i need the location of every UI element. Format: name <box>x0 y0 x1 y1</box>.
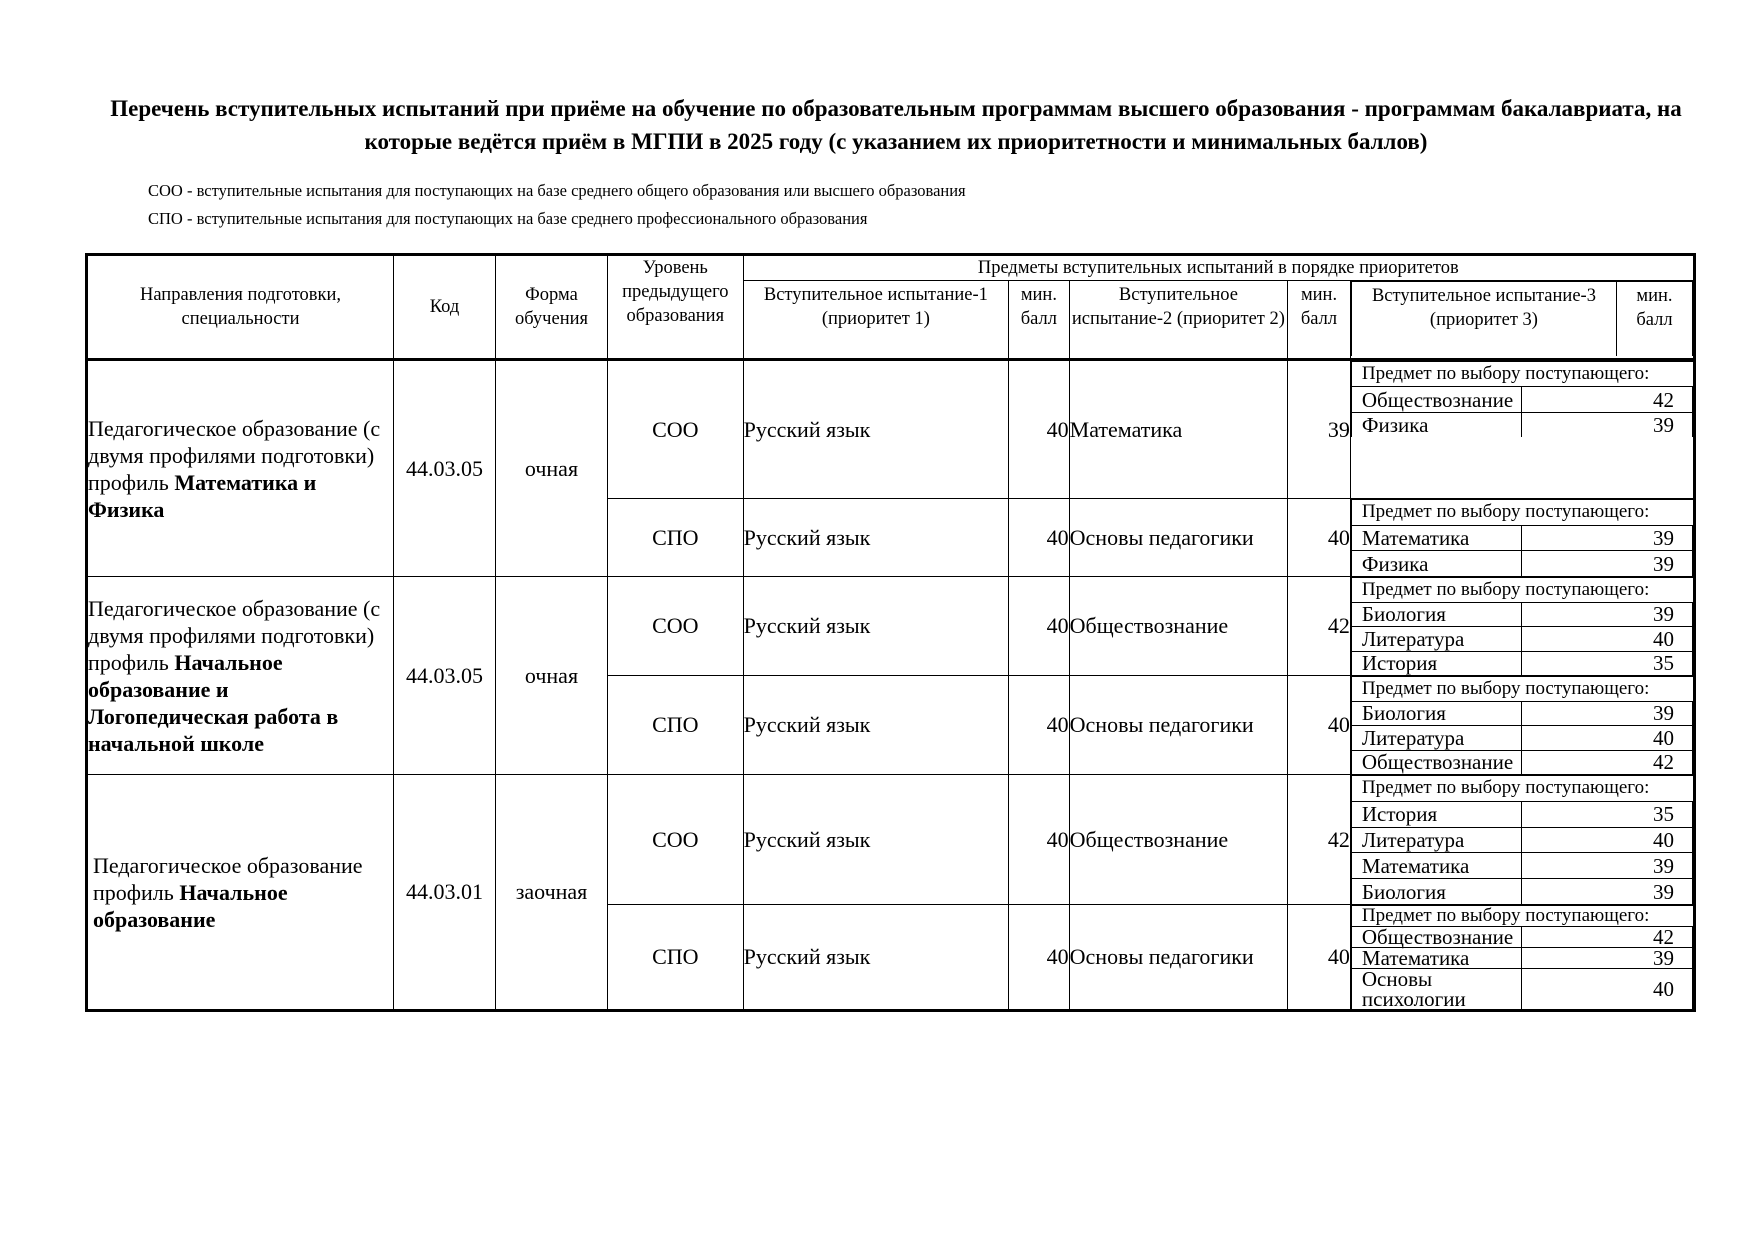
exam1-min-score: 40 <box>1009 905 1070 1011</box>
exam2-subject: Основы педагогики <box>1069 676 1288 775</box>
program-code: 44.03.05 <box>394 577 496 775</box>
choice-min-score: 39 <box>1522 853 1693 879</box>
choice-subject: Математика <box>1351 525 1522 551</box>
education-level: СОО <box>608 577 744 676</box>
choice-min-score: 40 <box>1522 969 1693 1010</box>
exam1-subject: Русский язык <box>743 676 1009 775</box>
program-name-regular: Педагогическое образование (с двумя профилями подготовки) профиль <box>88 415 381 495</box>
exam1-min-score: 40 <box>1009 499 1070 577</box>
choice-subject: Математика <box>1351 948 1522 969</box>
choice-label: Предмет по выбору поступающего: <box>1351 578 1692 603</box>
choice-subject: Биология <box>1351 602 1522 627</box>
choice-subject: Основы психологии <box>1351 969 1522 1010</box>
exam1-min-score: 40 <box>1009 577 1070 676</box>
choice-label: Предмет по выбору поступающего: <box>1351 362 1692 387</box>
choice-min-score: 39 <box>1522 701 1693 726</box>
program-name-bold: Математика и Физика <box>88 469 317 522</box>
table-body <box>87 360 1695 1011</box>
choice-row <box>1351 879 1692 904</box>
education-level: СОО <box>608 775 744 905</box>
choice-subject: Биология <box>1351 701 1522 726</box>
exam1-subject: Русский язык <box>743 905 1009 1011</box>
study-form: заочная <box>495 775 607 1011</box>
exam2-min-score: 39 <box>1288 360 1351 499</box>
choice-min-score: 40 <box>1522 627 1693 652</box>
choice-row <box>1351 948 1692 969</box>
exam2-min-score: 40 <box>1288 905 1351 1011</box>
study-form: очная <box>495 360 607 577</box>
exam3-choices <box>1350 905 1694 1011</box>
program-name-regular: Педагогическое образование (с двумя профилями подготовки) профиль <box>88 595 381 675</box>
program-code: 44.03.05 <box>394 360 496 577</box>
program-code: 44.03.01 <box>394 775 496 1011</box>
choice-row <box>1351 627 1692 652</box>
choice-row <box>1351 969 1692 1010</box>
header-exam2: Вступительное испытание-2 (приоритет 2) <box>1069 281 1288 360</box>
choice-label: Предмет по выбору поступающего: <box>1351 776 1692 802</box>
choice-row <box>1351 412 1692 437</box>
header-code: Код <box>394 255 496 360</box>
exam2-subject: Обществознание <box>1069 577 1288 676</box>
header-min3: мин. балл <box>1617 282 1693 357</box>
exam2-min-score: 40 <box>1288 676 1351 775</box>
choice-row <box>1351 651 1692 675</box>
exam1-subject: Русский язык <box>743 775 1009 905</box>
exam3-choices <box>1350 577 1694 676</box>
choice-label: Предмет по выбору поступающего: <box>1351 906 1692 927</box>
choice-min-score: 42 <box>1522 387 1693 412</box>
choice-subject: Физика <box>1351 412 1522 437</box>
program-name <box>87 360 394 577</box>
choice-subject: История <box>1351 651 1522 675</box>
education-level: СОО <box>608 360 744 499</box>
page-title: Перечень вступительных испытаний при приёме на обучение по образовательным программам высшего образования - программам бакалавриата, на которые ведётся приём в МГПИ в 2025 году (с указанием их приоритетности и минимальных баллов) <box>110 96 1682 154</box>
header-min1: мин. балл <box>1009 281 1070 360</box>
study-form: очная <box>495 577 607 775</box>
choice-row <box>1351 525 1692 551</box>
table-row <box>87 775 1695 905</box>
exam2-min-score: 40 <box>1288 499 1351 577</box>
exam1-min-score: 40 <box>1009 676 1070 775</box>
choice-min-score: 39 <box>1522 551 1693 576</box>
exam2-min-score: 42 <box>1288 577 1351 676</box>
education-level: СПО <box>608 676 744 775</box>
choice-row <box>1351 750 1692 774</box>
table-row <box>87 577 1695 676</box>
choice-row <box>1351 387 1692 412</box>
header-exam1: Вступительное испытание-1 (приоритет 1) <box>743 281 1009 360</box>
choice-min-score: 42 <box>1522 750 1693 774</box>
header-level: Уровень предыдущего образования <box>608 255 744 360</box>
exam2-subject: Обществознание <box>1069 775 1288 905</box>
choice-min-score: 39 <box>1522 602 1693 627</box>
choice-label: Предмет по выбору поступающего: <box>1351 677 1692 702</box>
program-name <box>87 577 394 775</box>
header-exam3: Вступительное испытание-3 (приоритет 3) <box>1351 282 1616 357</box>
program-name-bold: Начальное образование <box>93 879 288 932</box>
choice-subject: Литература <box>1351 726 1522 751</box>
exam3-choices <box>1350 360 1694 499</box>
choice-label: Предмет по выбору поступающего: <box>1351 500 1692 526</box>
exam2-subject: Основы педагогики <box>1069 905 1288 1011</box>
program-name <box>87 775 394 1011</box>
exam1-min-score: 40 <box>1009 360 1070 499</box>
exam3-choices <box>1350 676 1694 775</box>
choice-min-score: 35 <box>1522 651 1693 675</box>
choice-row <box>1351 827 1692 853</box>
exam3-choices <box>1350 499 1694 577</box>
choice-subject: Литература <box>1351 627 1522 652</box>
choice-min-score: 39 <box>1522 412 1693 437</box>
choice-row <box>1351 551 1692 576</box>
entrance-exams-table <box>85 253 1696 1012</box>
choice-min-score: 39 <box>1522 879 1693 904</box>
choice-subject: Обществознание <box>1351 750 1522 774</box>
header-direction: Направления подготовки, специальности <box>87 255 394 360</box>
choice-min-score: 40 <box>1522 726 1693 751</box>
exam2-subject: Математика <box>1069 360 1288 499</box>
choice-subject: История <box>1351 801 1522 827</box>
choice-min-score: 42 <box>1522 927 1693 948</box>
exam1-subject: Русский язык <box>743 360 1009 499</box>
exam2-subject: Основы педагогики <box>1069 499 1288 577</box>
exam2-min-score: 42 <box>1288 775 1351 905</box>
table-row <box>87 360 1695 499</box>
header-min2: мин. балл <box>1288 281 1351 360</box>
choice-subject: Математика <box>1351 853 1522 879</box>
choice-subject: Обществознание <box>1351 387 1522 412</box>
program-name-bold: Начальное образование и Логопедическая работа в начальной школе <box>88 649 339 756</box>
exam1-subject: Русский язык <box>743 577 1009 676</box>
note-soo: СОО - вступительные испытания для поступающих на базе среднего общего образования или высшего образования <box>148 181 966 200</box>
choice-min-score: 35 <box>1522 801 1693 827</box>
choice-subject: Литература <box>1351 827 1522 853</box>
exam1-min-score: 40 <box>1009 775 1070 905</box>
choice-row <box>1351 927 1692 948</box>
choice-row <box>1351 701 1692 726</box>
header-form: Форма обучения <box>495 255 607 360</box>
choice-min-score: 40 <box>1522 827 1693 853</box>
choice-row <box>1351 801 1692 827</box>
education-level: СПО <box>608 499 744 577</box>
education-level: СПО <box>608 905 744 1011</box>
choice-subject: Биология <box>1351 879 1522 904</box>
choice-subject: Обществознание <box>1351 927 1522 948</box>
note-spo: СПО - вступительные испытания для поступающих на базе среднего профессионального образования <box>148 209 868 228</box>
choice-row <box>1351 726 1692 751</box>
program-name-regular: Педагогическое образование профиль <box>93 852 363 905</box>
exam1-subject: Русский язык <box>743 499 1009 577</box>
exam3-choices <box>1350 775 1694 905</box>
choice-row <box>1351 602 1692 627</box>
choice-subject: Физика <box>1351 551 1522 576</box>
choice-min-score: 39 <box>1522 525 1693 551</box>
choice-row <box>1351 853 1692 879</box>
choice-min-score: 39 <box>1522 948 1693 969</box>
header-subjects-group: Предметы вступительных испытаний в порядке приоритетов <box>743 255 1694 281</box>
